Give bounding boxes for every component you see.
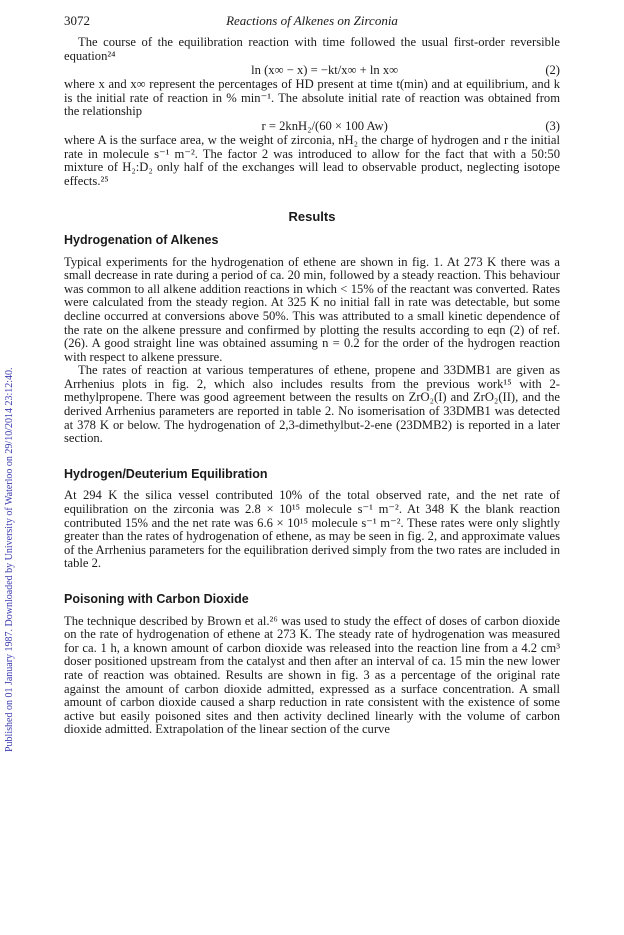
equation-3-formula: r = 2knH₂/(60 × 100 Aw) (261, 118, 388, 133)
poisoning-heading: Poisoning with Carbon Dioxide (64, 592, 249, 606)
running-header (64, 13, 560, 31)
equilibration-heading: Hydrogen/Deuterium Equilibration (64, 466, 268, 481)
intro-paragraph-3: where A is the surface area, w the weight of zirconia, nH₂ the charge of hydrogen and r the initial rate in molecule s⁻¹ m⁻². The factor 2 was introduced to allow for the fact that with a 50:50 mixture of H₂:D₂ only half of the exchanges will lead to observable product, neglecting isotope effects.²⁵ (64, 132, 560, 188)
equation-2 (64, 63, 560, 78)
published-sidebar-note: Published on 01 January 1987. Downloaded by University of Waterloo on 29/10/2014 23:12:40. (4, 367, 15, 752)
results-heading: Results (288, 209, 336, 225)
page-number: 3072 (64, 13, 90, 28)
equation-2-number: (2) (545, 63, 560, 78)
hydrogenation-heading: Hydrogenation of Alkenes (64, 232, 219, 247)
poisoning-paragraph-1: The technique described by Brown et al.²⁶ was used to study the effect of doses of carbon dioxide on the rate of hydrogenation of ethene at 273 K. The steady rate of hydrogenation was measured for ca. 1 h, a known amount of carbon dioxide was released into the reaction line from a 4.2 cm³ doser positioned upstream from the catalyst and then after an interval of ca. 15 min the new lower rate of reaction was obtained. Results are shown in fig. 3 as a percentage of the original rate against the amount of carbon dioxide admitted, expressed as a surface concentration. A small amount of carbon dioxide caused a sharp reduction in rate consistent with the existence of some active but easily poisoned sites and then activity declined linearly with the volume of carbon dioxide admitted. Extrapolation of the linear section of the curve (64, 613, 560, 737)
intro-paragraph-1: The course of the equilibration reaction with time followed the usual first-order reversible equation²⁴ (64, 35, 560, 63)
equilibration-paragraph-1: At 294 K the silica vessel contributed 10% of the total observed rate, and the net rate of equilibration on the zirconia was 2.8 × 10¹⁵ molecule s⁻¹ m⁻². At 348 K the blank reaction contributed 15% and the net rate was 6.6 × 10¹⁵ molecule s⁻¹ m⁻². These rates were only slightly greater than the rates of hydrogenation of ethene, as may be seen in fig. 2, and approximate values of the Arrhenius parameters for the equilibration derived simply from the two rates are included in table 2. (64, 488, 560, 571)
equation-3-number: (3) (545, 118, 560, 133)
hydrogenation-paragraph-1: Typical experiments for the hydrogenation of ethene are shown in fig. 1. At 273 K there was a small decrease in rate during a period of ca. 20 min, followed by a steady reaction. This behaviour was common to all alkene addition reactions in which < 15% of the reactant was converted. Rates were calculated from the steady region. At 325 K no initial fall in rate was detectable, but some decline occurred at conversions above 50%. This was attributed to a small kinetic dependence of the rate on the alkene pressure and confirmed by plotting the results according to eqn (2) of ref. (26). A good straight line was obtained assuming n = 0.2 for the order of the hydrogen reaction with respect to alkene pressure. (64, 254, 560, 364)
equation-2-formula: ln (x∞ − x) = −kt/x∞ + ln x∞ (251, 63, 399, 78)
article-body (64, 36, 560, 737)
equation-3 (64, 119, 560, 134)
hydrogenation-paragraph-2: The rates of reaction at various temperatures of ethene, propene and 33DMB1 are given as Arrhenius plots in fig. 2, which also includes results from the previous work¹⁵ with 2-methylpropene. There was good agreement between the results on ZrO₂(I) and ZrO₂(II), and the derived Arrhenius parameters are reported in table 2. No isomerisation of 33DMB1 was detected at 378 K or below. The hydrogenation of 2,3-dimethylbut-2-ene (23DMB2) is reported in a later section. (64, 363, 560, 446)
running-title: Reactions of Alkenes on Zirconia (226, 13, 398, 28)
intro-paragraph-2: where x and x∞ represent the percentages of HD present at time t(min) and at equilibrium, and k is the initial rate of reaction in % min⁻¹. The absolute initial rate of reaction was obtained from the relationship (64, 77, 560, 119)
